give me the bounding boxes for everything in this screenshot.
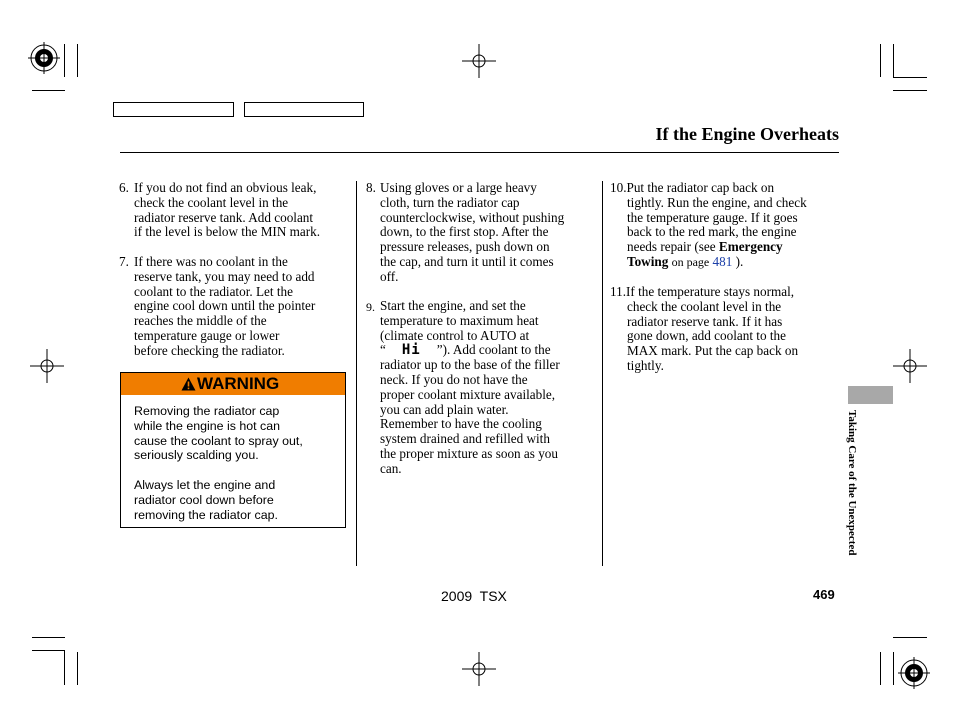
text-line: Always let the engine and: [134, 478, 276, 492]
text-line: while the engine is hot can: [134, 418, 281, 433]
page-title: If the Engine Overheats: [655, 124, 839, 144]
text-line: Removing the radiator cap: [134, 404, 280, 418]
text-line: radiator cool down before: [134, 492, 274, 507]
step-number: 10.: [610, 180, 627, 195]
text-line: can.: [380, 460, 402, 476]
text-line: off.: [380, 268, 399, 284]
text-line: if the level is below the MIN mark.: [134, 224, 321, 240]
nav-tab-box-2: [244, 102, 364, 117]
text-line: you can add plain water.: [380, 401, 509, 417]
warning-header: [121, 373, 345, 395]
text-line: back to the red mark, the engine: [627, 224, 797, 240]
text-line: before checking the radiator.: [134, 342, 285, 358]
text-line-with-symbol: [380, 343, 602, 358]
text-line: Using gloves or a large heavy: [380, 180, 537, 195]
text-line: check the coolant level in the: [627, 298, 782, 314]
step-number: 11.: [610, 284, 626, 299]
text-line: MAX mark. Put the cap back on: [627, 343, 799, 359]
text-line: (climate control to AUTO at: [380, 327, 530, 343]
section-tab-marker: [848, 386, 893, 404]
crosshair-icon: [462, 652, 496, 686]
text-line: If you do not find an obvious leak,: [134, 180, 317, 195]
text-line: counterclockwise, without pushing: [380, 209, 565, 225]
text-line: check the coolant level in the: [134, 194, 289, 210]
text-line: [627, 240, 838, 255]
footer-model: 2009 TSX: [441, 588, 507, 604]
reference-title: Emergency: [718, 239, 783, 255]
text-line: engine cool down until the pointer: [134, 298, 316, 314]
nav-tab-box-1: [113, 102, 234, 117]
registration-target-icon: [28, 42, 60, 74]
text-line: the temperature gauge. If it goes: [627, 209, 798, 225]
column-divider: [602, 181, 603, 566]
step-text: [380, 181, 602, 285]
registration-target-icon: [898, 657, 930, 689]
text-line: Start the engine, and set the: [380, 298, 526, 313]
text-line: removing the radiator cap.: [134, 507, 278, 522]
step-number: 6.: [119, 180, 129, 195]
text-line: down, to the first stop. After the: [380, 224, 549, 240]
page-number: 469: [813, 587, 835, 602]
text-line: the proper mixture as soon as you: [380, 445, 558, 461]
text-fragment: Put the radiator cap back on: [626, 180, 775, 195]
text-line: cause the coolant to spray out,: [134, 433, 303, 448]
text-fragment: ”). Add coolant to the: [436, 342, 551, 358]
step-first-line: [610, 285, 838, 300]
text-fragment: on page: [671, 254, 710, 269]
text-line: proper coolant mixture available,: [380, 386, 556, 402]
text-line: the cap, and turn it until it comes: [380, 253, 554, 269]
crosshair-icon: [462, 44, 496, 78]
open-quote: “: [380, 342, 386, 358]
text-line: radiator up to the base of the filler: [380, 357, 560, 373]
text-line: If there was no coolant in the: [134, 254, 288, 269]
warning-triangle-icon: [181, 377, 196, 391]
reference-title: Towing: [627, 253, 669, 269]
text-line: seriously scalding you.: [134, 448, 259, 463]
text-line: cloth, turn the radiator cap: [380, 194, 520, 210]
text-line: temperature to maximum heat: [380, 312, 539, 328]
text-line: temperature gauge or lower: [134, 327, 280, 343]
step-text: [610, 300, 838, 374]
step-text: [380, 299, 602, 477]
warning-box: [120, 372, 346, 528]
text-line: reserve tank, you may need to add: [134, 268, 315, 284]
step-number: 7.: [119, 254, 129, 269]
text-line: [627, 255, 838, 270]
text-line: radiator reserve tank. Add coolant: [134, 209, 314, 225]
text-fragment: ).: [735, 253, 744, 269]
text-line: system drained and refilled with: [380, 431, 550, 447]
text-line: coolant to the radiator. Let the: [134, 283, 293, 299]
text-line: radiator reserve tank. If it has: [627, 313, 783, 329]
crosshair-icon: [30, 349, 64, 383]
text-line: neck. If you do not have the: [380, 371, 528, 387]
step-text: [610, 196, 838, 270]
text-line: pressure releases, push down on: [380, 239, 550, 255]
text-fragment: If the temperature stays normal,: [626, 284, 795, 299]
page-link[interactable]: 481: [712, 253, 733, 269]
step-number: 9.: [366, 300, 375, 314]
text-line: tightly.: [627, 357, 664, 373]
warning-paragraph-1: [134, 404, 340, 463]
header-rule: [120, 152, 839, 153]
text-fragment: needs repair (see: [627, 239, 716, 255]
warning-paragraph-2: [134, 478, 340, 522]
section-label: Taking Care of the Unexpected: [846, 410, 858, 556]
crosshair-icon: [893, 349, 927, 383]
text-line: tightly. Run the engine, and check: [627, 194, 807, 210]
step-number: 8.: [366, 180, 376, 195]
step-text: [134, 181, 354, 240]
text-line: gone down, add coolant to the: [627, 328, 786, 344]
text-line: reaches the middle of the: [134, 313, 267, 329]
column-divider: [356, 181, 357, 566]
hi-symbol-icon: Hi: [401, 342, 421, 359]
step-text: [134, 255, 354, 359]
text-line: Remember to have the cooling: [380, 416, 542, 432]
step-first-line: [610, 181, 838, 196]
step-11: [610, 285, 838, 374]
warning-title: WARNING: [197, 374, 280, 393]
step-10: [610, 181, 838, 270]
